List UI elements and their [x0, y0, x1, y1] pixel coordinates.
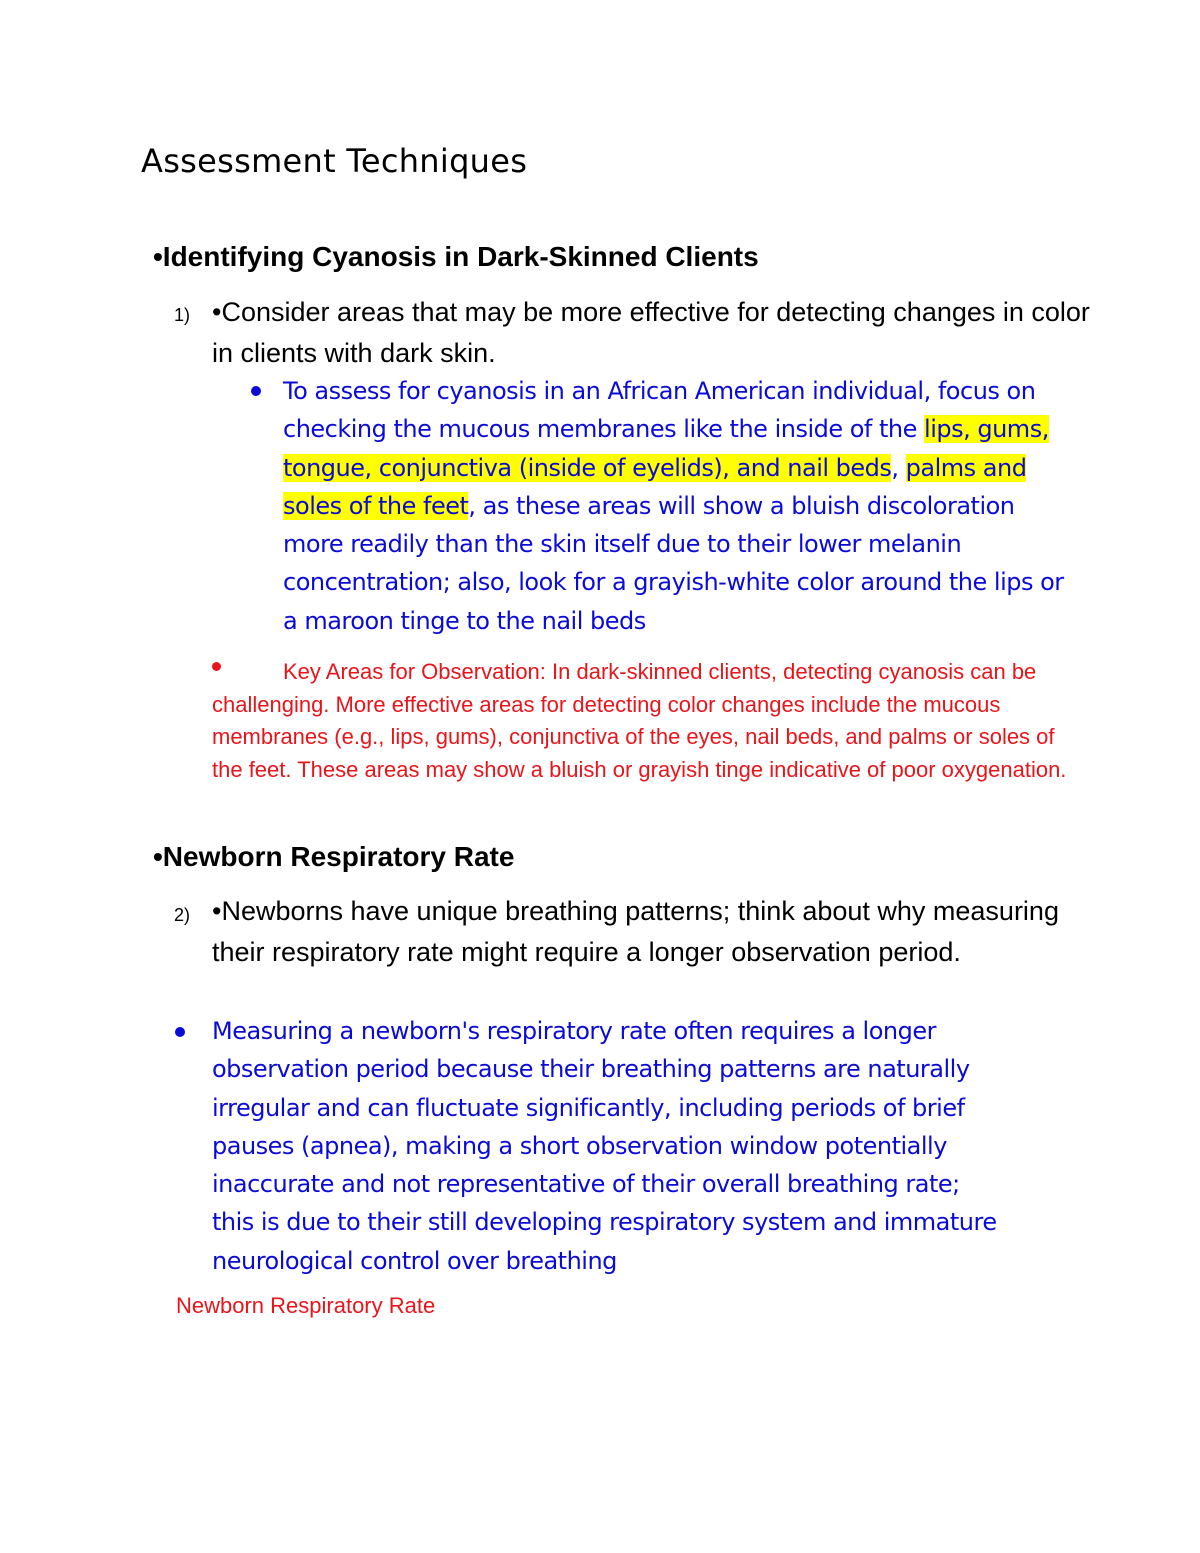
page-title: Assessment Techniques: [141, 142, 528, 180]
section-heading-cyanosis: •Identifying Cyanosis in Dark-Skinned Clients: [153, 241, 759, 272]
answer-part-1: To assess for cyanosis in an African American individual, focus on checking the mucous membranes like the inside of the: [283, 377, 1036, 444]
answer-text-cyanosis: [283, 372, 1073, 640]
answer-part-3: , as these areas will show a bluish discoloration more readily than the skin itself due to their lower melanin concentration; also, look for a grayish-white color around the lips or a maroon tinge to the nail beds: [283, 491, 1064, 635]
question-text-1: •Consider areas that may be more effective for detecting changes in color in clients with dark skin.: [212, 297, 1090, 368]
item-number-1: 1): [174, 305, 191, 325]
bullet-dot-icon-2: [175, 1027, 185, 1037]
section-heading-newborn: •Newborn Respiratory Rate: [153, 841, 515, 872]
item-number-2: 2): [174, 905, 191, 925]
question-text-2: •Newborns have unique breathing patterns; think about why measuring their respiratory rate might require a longer observation period.: [212, 896, 1059, 967]
answer-text-newborn: Measuring a newborn's respiratory rate often requires a longer observation period because their breathing patterns are naturally irregular and can fluctuate significantly, including periods of brief pauses (apnea), making a short observation window potentially inaccurate and not representative of their overall breathing rate; this is due to their still developing respiratory system and immature neurological control over breathing: [212, 1017, 997, 1275]
highlight-mucous-areas: lips, gums, tongue, conjunctiva (inside of eyelids), and nail beds: [283, 415, 1049, 482]
highlight-palms-soles: palms and soles of the feet: [283, 453, 1027, 520]
key-areas-note: Key Areas for Observation: In dark-skinned clients, detecting cyanosis can be challenging. More effective areas for detecting color changes include the mucous membranes (e.g., lips, gums), conjunctiva of the eyes, nail beds, and palms or soles of the feet. These areas may show a bluish or grayish tinge indicative of poor oxygenation.: [212, 659, 1067, 782]
bullet-dot-icon: [251, 386, 261, 396]
answer-part-2: ,: [891, 453, 906, 482]
newborn-footer-label: Newborn Respiratory Rate: [176, 1293, 436, 1318]
